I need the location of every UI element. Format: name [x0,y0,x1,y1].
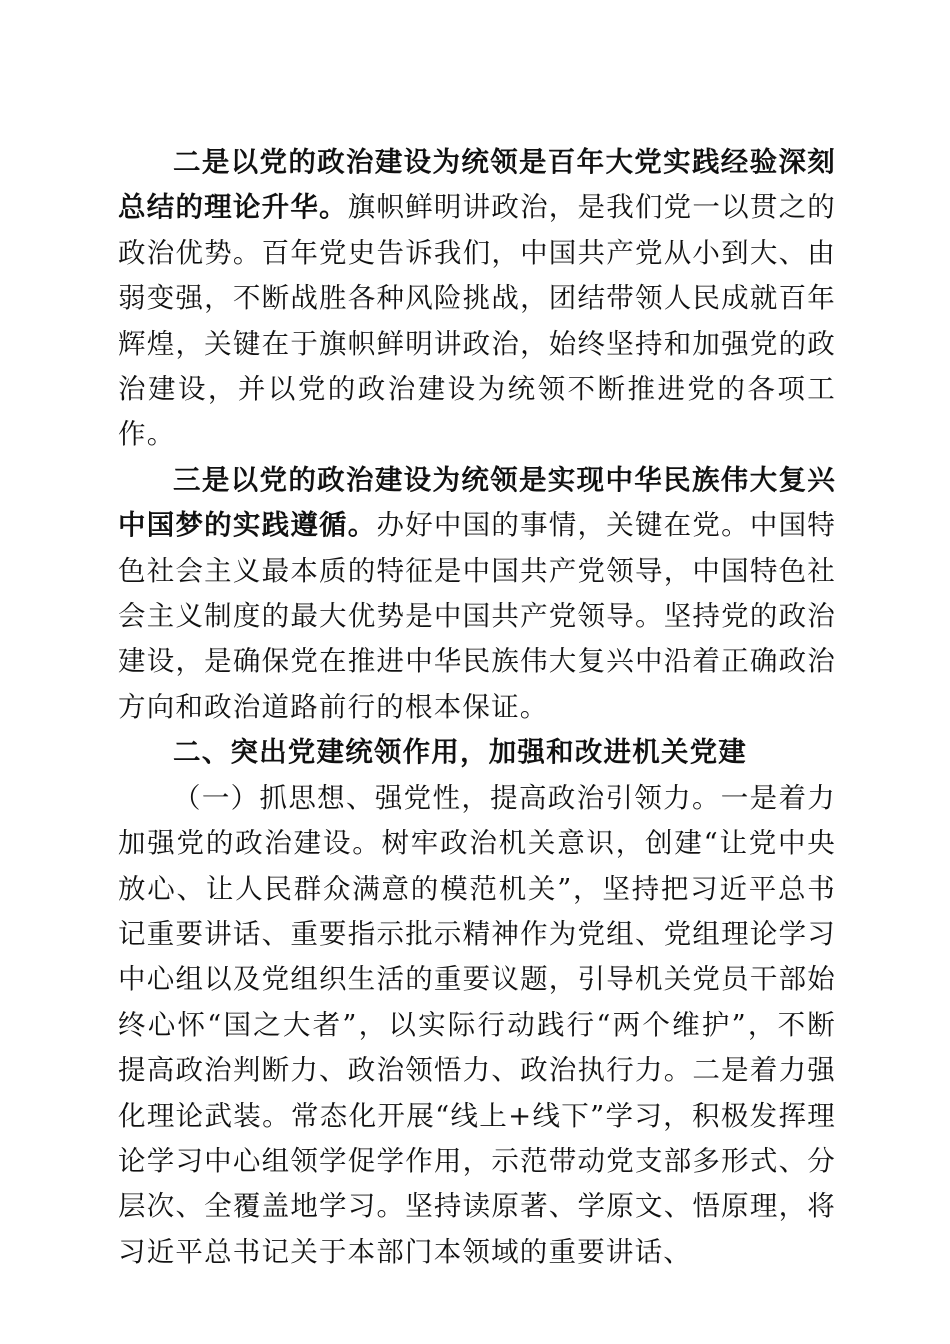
section-heading: 二、突出党建统领作用，加强和改进机关党建 [173,736,747,769]
paragraph-political-building-summary [118,140,836,458]
paragraph-political-building-practice [118,458,836,730]
paragraph-lead: 二是以党的政治建设为统领是百年大党实践经验深刻总结的理论升华。 [118,146,836,224]
paragraph-lead: 三是以党的政治建设为统领是实现中华民族伟大复兴中国梦的实践遵循。 [118,463,836,542]
paragraph-ideology-party-spirit [118,776,836,1275]
document-body [118,140,836,1275]
paragraph-body: （一）抓思想、强党性，提高政治引领力。一是着力加强党的政治建设。树牢政治机关意识，创建“让党中央放心、让人民群众满意的模范机关”，坚持把习近平总书记重要讲话、重要指示批示精神作为党组、党组理论学习中心组以及党组织生活的重要议题，引导机关党员干部始终心怀“国之大者”，以实际行动践行“两个维护”，不断提高政治判断力、政治领悟力、政治执行力。二是着力强化理论武装。常态化开展“线上+线下”学习，积极发挥理论学习中心组领学促学作用，示范带动党支部多形式、分层次、全覆盖地学习。坚持读原著、学原文、悟原理，将习近平总书记关于本部门本领域的重要讲话、 [118,781,836,1268]
paragraph-body: 办好中国的事情，关键在党。中国特色社会主义最本质的特征是中国共产党领导，中国特色社会主义制度的最大优势是中国共产党领导。坚持党的政治建设，是确保党在推进中华民族伟大复兴中沿着正确政治方向和政治道路前行的根本保证。 [118,509,836,723]
paragraph-body: 旗帜鲜明讲政治，是我们党一以贯之的政治优势。百年党史告诉我们，中国共产党从小到大、由弱变强，不断战胜各种风险挑战，团结带领人民成就百年辉煌，关键在于旗帜鲜明讲政治，始终坚持和加强党的政治建设，并以党的政治建设为统领不断推进党的各项工作。 [118,191,836,451]
